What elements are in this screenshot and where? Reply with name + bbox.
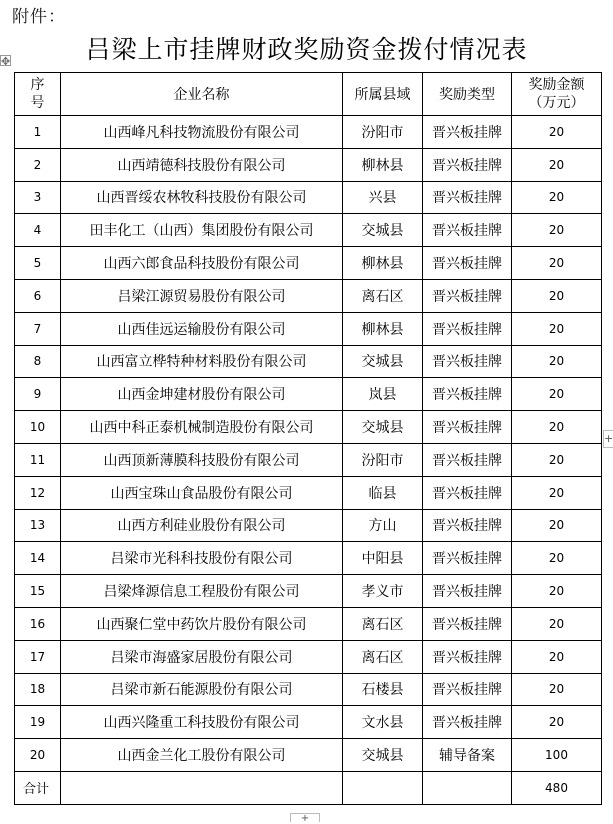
cell-county: 离石区 (343, 279, 423, 312)
cell-type: 晋兴板挂牌 (423, 378, 512, 411)
cell-type: 晋兴板挂牌 (423, 443, 512, 476)
cell-county: 柳林县 (343, 148, 423, 181)
header-type: 奖励类型 (423, 73, 512, 116)
cell-no: 2 (15, 148, 61, 181)
table-row (15, 378, 602, 411)
cell-type: 晋兴板挂牌 (423, 706, 512, 739)
table-row (15, 247, 602, 280)
total-empty-cell (423, 771, 512, 804)
cell-company: 山西方利硅业股份有限公司 (61, 509, 343, 542)
cell-no: 1 (15, 116, 61, 149)
cell-no: 14 (15, 542, 61, 575)
cell-company: 吕梁江源贸易股份有限公司 (61, 279, 343, 312)
table-row (15, 345, 602, 378)
cell-company: 山西靖德科技股份有限公司 (61, 148, 343, 181)
cell-no: 18 (15, 673, 61, 706)
table-row (15, 673, 602, 706)
cell-company: 吕梁烽源信息工程股份有限公司 (61, 575, 343, 608)
header-amount (512, 73, 602, 116)
cell-amount: 20 (512, 542, 602, 575)
table-row (15, 739, 602, 772)
table-row (15, 706, 602, 739)
cell-county: 岚县 (343, 378, 423, 411)
table-move-handle-icon[interactable]: ✥ (1, 55, 11, 68)
cell-amount: 20 (512, 476, 602, 509)
cell-no: 10 (15, 411, 61, 444)
total-label: 合计 (15, 771, 61, 804)
cell-amount: 20 (512, 247, 602, 280)
cell-type: 晋兴板挂牌 (423, 607, 512, 640)
add-row-handle-icon[interactable]: + (290, 813, 320, 822)
cell-company: 山西宝珠山食品股份有限公司 (61, 476, 343, 509)
table-row (15, 312, 602, 345)
cell-amount: 20 (512, 116, 602, 149)
cell-county: 交城县 (343, 739, 423, 772)
cell-county: 文水县 (343, 706, 423, 739)
cell-type: 辅导备案 (423, 739, 512, 772)
cell-county: 临县 (343, 476, 423, 509)
cell-amount: 20 (512, 443, 602, 476)
cell-type: 晋兴板挂牌 (423, 476, 512, 509)
cell-no: 5 (15, 247, 61, 280)
cell-county: 离石区 (343, 640, 423, 673)
cell-company: 吕梁市新石能源股份有限公司 (61, 673, 343, 706)
cell-no: 8 (15, 345, 61, 378)
cell-type: 晋兴板挂牌 (423, 214, 512, 247)
cell-no: 13 (15, 509, 61, 542)
table-row (15, 181, 602, 214)
cell-amount: 20 (512, 607, 602, 640)
cell-no: 4 (15, 214, 61, 247)
table-row (15, 443, 602, 476)
header-county: 所属县域 (343, 73, 423, 116)
cell-no: 6 (15, 279, 61, 312)
cell-amount: 20 (512, 214, 602, 247)
cell-type: 晋兴板挂牌 (423, 148, 512, 181)
table-row (15, 148, 602, 181)
table-row (15, 640, 602, 673)
cell-county: 孝义市 (343, 575, 423, 608)
cell-county: 柳林县 (343, 312, 423, 345)
cell-type: 晋兴板挂牌 (423, 247, 512, 280)
cell-company: 山西佳远运输股份有限公司 (61, 312, 343, 345)
table-row (15, 542, 602, 575)
table-row (15, 607, 602, 640)
total-empty-cell (61, 771, 343, 804)
cell-no: 3 (15, 181, 61, 214)
cell-amount: 20 (512, 706, 602, 739)
cell-company: 山西晋绥农林牧科技股份有限公司 (61, 181, 343, 214)
table-row (15, 411, 602, 444)
cell-county: 方山 (343, 509, 423, 542)
cell-amount: 20 (512, 378, 602, 411)
attachment-label: 附件： (12, 7, 66, 27)
cell-no: 17 (15, 640, 61, 673)
header-amount-text: 奖励金额（万元） (528, 77, 585, 111)
table-row (15, 116, 602, 149)
total-empty-cell (343, 771, 423, 804)
cell-amount: 20 (512, 575, 602, 608)
cell-type: 晋兴板挂牌 (423, 312, 512, 345)
cell-no: 15 (15, 575, 61, 608)
cell-type: 晋兴板挂牌 (423, 345, 512, 378)
table-header-row (15, 73, 602, 116)
table-row (15, 279, 602, 312)
cell-type: 晋兴板挂牌 (423, 575, 512, 608)
cell-company: 山西六郎食品科技股份有限公司 (61, 247, 343, 280)
cell-no: 11 (15, 443, 61, 476)
cell-amount: 20 (512, 312, 602, 345)
cell-type: 晋兴板挂牌 (423, 673, 512, 706)
cell-no: 20 (15, 739, 61, 772)
table-row (15, 476, 602, 509)
cell-amount: 100 (512, 739, 602, 772)
cell-type: 晋兴板挂牌 (423, 181, 512, 214)
cell-amount: 20 (512, 640, 602, 673)
cell-county: 中阳县 (343, 542, 423, 575)
header-no (15, 73, 61, 116)
add-column-handle-icon[interactable]: + (603, 430, 613, 448)
cell-amount: 20 (512, 345, 602, 378)
cell-company: 山西峰凡科技物流股份有限公司 (61, 116, 343, 149)
cell-amount: 20 (512, 148, 602, 181)
cell-type: 晋兴板挂牌 (423, 542, 512, 575)
cell-amount: 20 (512, 279, 602, 312)
cell-county: 离石区 (343, 607, 423, 640)
total-amount: 480 (512, 771, 602, 804)
cell-county: 柳林县 (343, 247, 423, 280)
table-row (15, 214, 602, 247)
cell-no: 19 (15, 706, 61, 739)
cell-company: 山西金兰化工股份有限公司 (61, 739, 343, 772)
total-row (15, 771, 602, 804)
cell-company: 山西顶新薄膜科技股份有限公司 (61, 443, 343, 476)
table-row (15, 575, 602, 608)
cell-county: 交城县 (343, 411, 423, 444)
cell-company: 山西金坤建材股份有限公司 (61, 378, 343, 411)
header-no-text: 序号 (30, 77, 45, 111)
table-row (15, 509, 602, 542)
cell-amount: 20 (512, 509, 602, 542)
cell-company: 山西聚仁堂中药饮片股份有限公司 (61, 607, 343, 640)
cell-type: 晋兴板挂牌 (423, 411, 512, 444)
cell-type: 晋兴板挂牌 (423, 640, 512, 673)
cell-amount: 20 (512, 181, 602, 214)
cell-county: 交城县 (343, 214, 423, 247)
cell-county: 交城县 (343, 345, 423, 378)
cell-type: 晋兴板挂牌 (423, 116, 512, 149)
cell-company: 山西中科正泰机械制造股份有限公司 (61, 411, 343, 444)
cell-no: 7 (15, 312, 61, 345)
page-title: 吕梁上市挂牌财政奖励资金拨付情况表 (85, 35, 528, 64)
cell-county: 兴县 (343, 181, 423, 214)
cell-company: 田丰化工（山西）集团股份有限公司 (61, 214, 343, 247)
cell-company: 吕梁市海盛家居股份有限公司 (61, 640, 343, 673)
cell-county: 汾阳市 (343, 443, 423, 476)
cell-company: 山西富立桦特种材料股份有限公司 (61, 345, 343, 378)
cell-amount: 20 (512, 411, 602, 444)
cell-company: 山西兴隆重工科技股份有限公司 (61, 706, 343, 739)
cell-county: 石楼县 (343, 673, 423, 706)
cell-company: 吕梁市光科科技股份有限公司 (61, 542, 343, 575)
cell-no: 9 (15, 378, 61, 411)
cell-no: 16 (15, 607, 61, 640)
reward-table (14, 72, 602, 805)
cell-no: 12 (15, 476, 61, 509)
cell-type: 晋兴板挂牌 (423, 509, 512, 542)
cell-amount: 20 (512, 673, 602, 706)
cell-county: 汾阳市 (343, 116, 423, 149)
cell-type: 晋兴板挂牌 (423, 279, 512, 312)
header-company: 企业名称 (61, 73, 343, 116)
